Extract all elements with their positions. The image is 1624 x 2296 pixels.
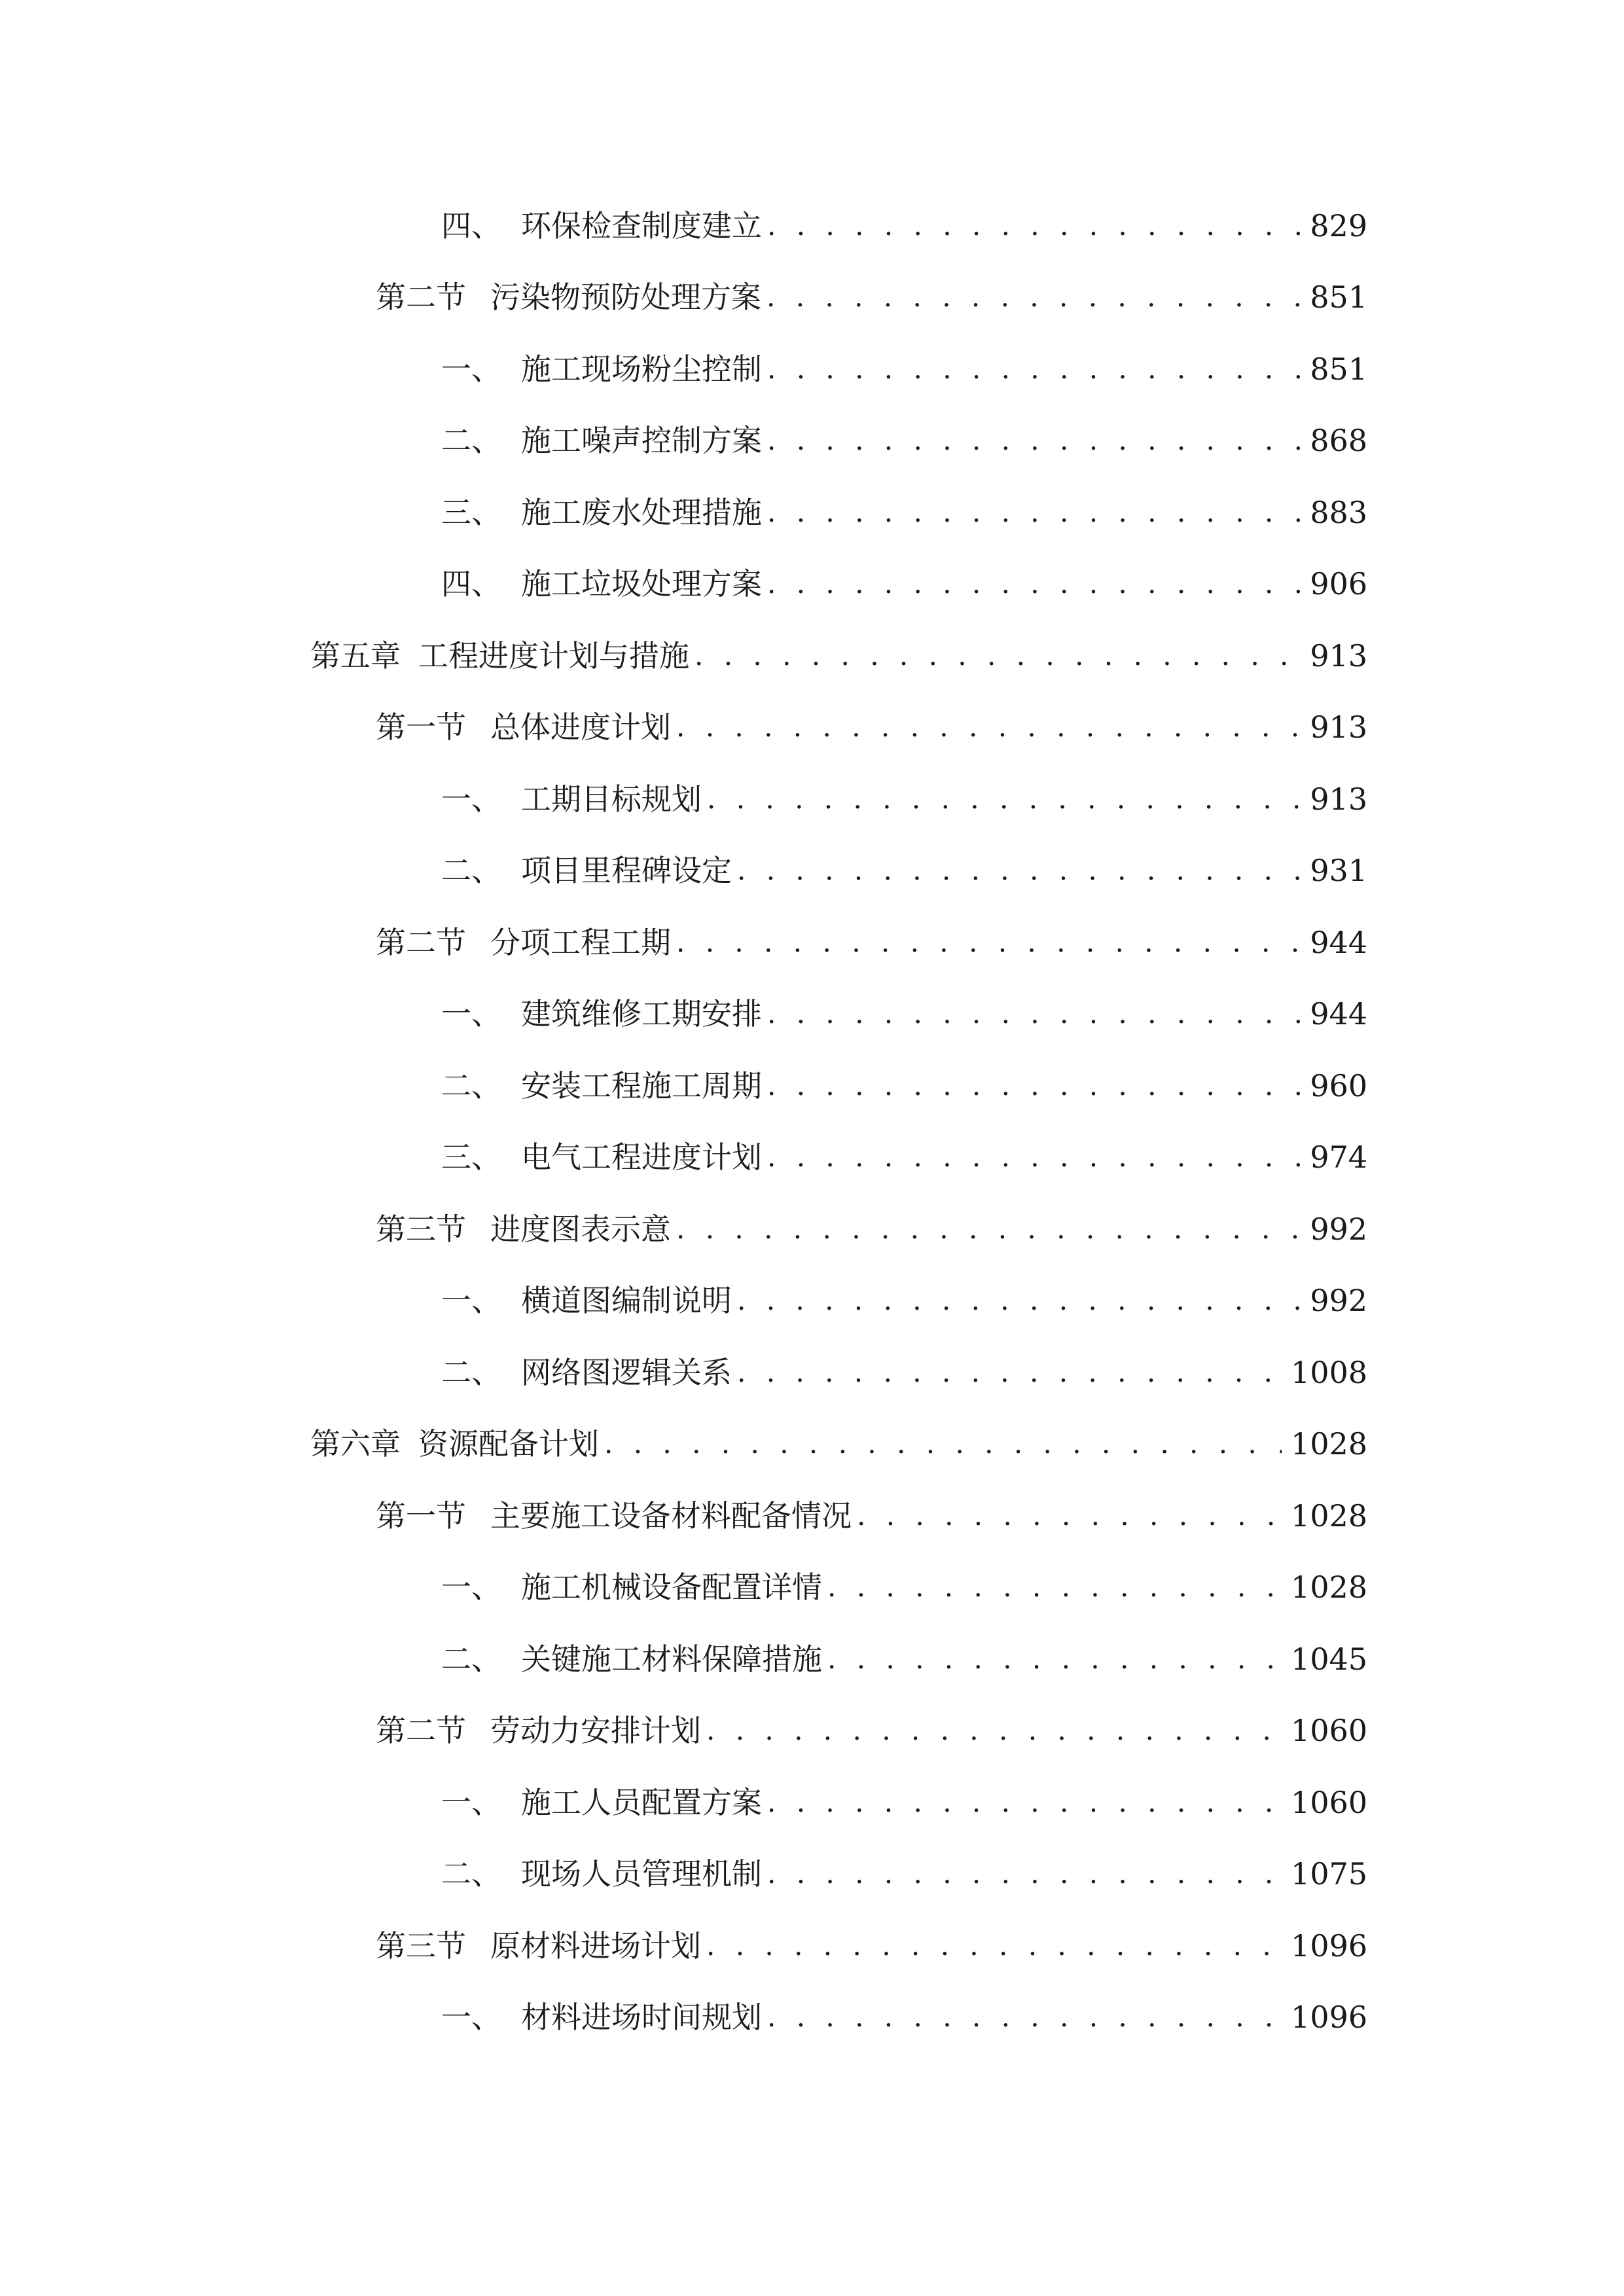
- toc-page-number: 1096: [1290, 2000, 1367, 2036]
- toc-entry[interactable]: [441, 190, 1367, 262]
- toc-dot-leader: [695, 636, 1301, 675]
- toc-entry[interactable]: [310, 1408, 1367, 1480]
- toc-entry-title: 施工人员配置方案: [521, 1784, 762, 1820]
- toc-entry-title: 进度图表示意: [490, 1211, 671, 1247]
- toc-page-number: 906: [1310, 566, 1367, 602]
- toc-dot-leader: [767, 493, 1301, 532]
- toc-entry-title: 原材料进场计划: [490, 1928, 701, 1964]
- toc-dot-leader: [767, 1854, 1282, 1893]
- toc-entry[interactable]: [441, 1623, 1367, 1695]
- toc-entry-label: [376, 1711, 701, 1750]
- toc-entry-number: 第二节: [376, 279, 466, 315]
- toc-entry-title: 资源配备计划: [418, 1426, 599, 1462]
- toc-entry[interactable]: [441, 1336, 1367, 1408]
- toc-entry-title: 分项工程工期: [490, 924, 671, 960]
- toc-page-number: 1028: [1290, 1498, 1367, 1534]
- toc-entry-number: 二、: [441, 1856, 501, 1892]
- toc-entry-number: 一、: [441, 351, 501, 387]
- toc-entry-label: [441, 1783, 762, 1822]
- toc-entry-number: 三、: [441, 494, 501, 530]
- toc-entry-label: [310, 1424, 599, 1463]
- toc-entry-title: 材料进场时间规划: [521, 2000, 762, 2036]
- toc-entry-title: 项目里程碑设定: [521, 853, 732, 889]
- toc-page-number: 1028: [1290, 1426, 1367, 1462]
- toc-entry-label: [376, 708, 671, 747]
- toc-entry-title: 建筑维修工期安排: [521, 996, 762, 1032]
- toc-dot-leader: [737, 851, 1301, 890]
- toc-page-number: 944: [1310, 996, 1367, 1032]
- toc-entry-number: 三、: [441, 1139, 501, 1175]
- toc-entry-label: [441, 1854, 762, 1893]
- toc-entry-title: 横道图编制说明: [521, 1283, 732, 1319]
- toc-dot-leader: [767, 1783, 1282, 1822]
- toc-entry-label: [310, 636, 689, 675]
- toc-entry-number: 第六章: [310, 1426, 401, 1462]
- toc-dot-leader: [767, 564, 1301, 603]
- toc-entry-title: 现场人员管理机制: [521, 1856, 762, 1892]
- toc-entry-number: 四、: [441, 566, 501, 602]
- toc-dot-leader: [767, 278, 1301, 317]
- toc-entry[interactable]: [441, 548, 1367, 620]
- toc-entry[interactable]: [376, 1193, 1367, 1265]
- toc-entry-number: 一、: [441, 2000, 501, 2036]
- toc-entry-label: [441, 1353, 732, 1392]
- toc-entry-title: 关键施工材料保障措施: [521, 1641, 822, 1677]
- toc-entry-title: 劳动力安排计划: [490, 1713, 701, 1749]
- toc-entry-number: 第三节: [376, 1928, 466, 1964]
- toc-entry-label: [441, 1066, 762, 1105]
- toc-entry-number: 第五章: [310, 637, 401, 673]
- toc-page-number: 913: [1310, 781, 1367, 817]
- toc-page-number: 1075: [1290, 1856, 1367, 1892]
- toc-entry-title: 主要施工设备材料配备情况: [490, 1498, 852, 1534]
- toc-entry-number: 二、: [441, 423, 501, 459]
- toc-dot-leader: [767, 1138, 1301, 1177]
- toc-entry[interactable]: [441, 1050, 1367, 1122]
- toc-page-number: 851: [1310, 351, 1367, 387]
- toc-page-number: 1096: [1290, 1928, 1367, 1964]
- toc-entry-label: [441, 421, 762, 460]
- toc-entry[interactable]: [441, 835, 1367, 907]
- toc-entry-title: 施工机械设备配置详情: [521, 1570, 822, 1605]
- toc-entry[interactable]: [441, 1552, 1367, 1624]
- toc-dot-leader: [676, 923, 1301, 962]
- toc-entry-number: 第一节: [376, 709, 466, 745]
- toc-entry-label: [376, 278, 761, 317]
- toc-dot-leader: [706, 1711, 1282, 1750]
- table-of-contents: [0, 190, 1624, 2053]
- toc-entry-number: 二、: [441, 1067, 501, 1103]
- toc-page-number: 944: [1310, 924, 1367, 960]
- toc-entry-number: 一、: [441, 1784, 501, 1820]
- toc-entry-title: 安装工程施工周期: [521, 1067, 762, 1103]
- toc-entry-number: 二、: [441, 1354, 501, 1390]
- toc-entry-label: [441, 493, 762, 532]
- toc-entry[interactable]: [441, 1122, 1367, 1194]
- toc-page-number: 992: [1310, 1211, 1367, 1247]
- toc-entry[interactable]: [376, 692, 1367, 764]
- toc-dot-leader: [767, 994, 1301, 1033]
- toc-page-number: 1045: [1290, 1641, 1367, 1677]
- toc-entry-title: 施工废水处理措施: [521, 494, 762, 530]
- toc-page-number: 1008: [1290, 1354, 1367, 1390]
- toc-entry[interactable]: [441, 1265, 1367, 1337]
- toc-dot-leader: [827, 1568, 1282, 1607]
- toc-entry[interactable]: [376, 1910, 1367, 1982]
- toc-entry-label: [441, 1568, 822, 1607]
- toc-entry[interactable]: [441, 1982, 1367, 2054]
- toc-dot-leader: [767, 1066, 1301, 1105]
- toc-entry[interactable]: [441, 1767, 1367, 1839]
- toc-entry-label: [441, 780, 702, 819]
- toc-entry[interactable]: [376, 1480, 1367, 1552]
- toc-entry[interactable]: [376, 906, 1367, 978]
- toc-entry-label: [376, 1210, 671, 1249]
- toc-entry-title: 污染物预防处理方案: [490, 279, 761, 315]
- toc-dot-leader: [857, 1496, 1282, 1535]
- toc-entry[interactable]: [310, 620, 1367, 692]
- toc-page-number: 851: [1310, 279, 1367, 315]
- toc-entry-label: [441, 564, 762, 603]
- toc-entry-label: [441, 206, 762, 245]
- toc-dot-leader: [767, 1998, 1282, 2037]
- toc-entry-label: [376, 923, 671, 962]
- toc-entry-title: 工程进度计划与措施: [418, 637, 689, 673]
- toc-dot-leader: [707, 780, 1301, 819]
- toc-entry[interactable]: [441, 405, 1367, 477]
- toc-page-number: 829: [1310, 207, 1367, 243]
- toc-entry-label: [441, 350, 762, 389]
- toc-dot-leader: [737, 1353, 1282, 1392]
- toc-page-number: 960: [1310, 1067, 1367, 1103]
- toc-entry-number: 四、: [441, 207, 501, 243]
- toc-entry-label: [441, 1640, 822, 1679]
- toc-entry-title: 总体进度计划: [490, 709, 671, 745]
- toc-entry[interactable]: [441, 476, 1367, 548]
- toc-entry-number: 二、: [441, 853, 501, 889]
- toc-page-number: 974: [1310, 1139, 1367, 1175]
- toc-entry-title: 网络图逻辑关系: [521, 1354, 732, 1390]
- toc-entry-number: 一、: [441, 781, 501, 817]
- toc-entry[interactable]: [376, 1695, 1367, 1767]
- toc-page-number: 992: [1310, 1283, 1367, 1319]
- toc-entry-number: 第二节: [376, 924, 466, 960]
- toc-entry-label: [441, 994, 762, 1033]
- toc-dot-leader: [676, 1210, 1301, 1249]
- toc-entry-title: 施工垃圾处理方案: [521, 566, 762, 602]
- toc-entry-number: 一、: [441, 1283, 501, 1319]
- toc-dot-leader: [604, 1424, 1282, 1463]
- toc-entry-label: [376, 1926, 701, 1965]
- toc-entry-label: [441, 1281, 732, 1320]
- toc-dot-leader: [827, 1640, 1282, 1679]
- toc-entry-title: 电气工程进度计划: [521, 1139, 762, 1175]
- toc-entry-label: [376, 1496, 852, 1535]
- toc-dot-leader: [767, 350, 1301, 389]
- toc-dot-leader: [767, 421, 1301, 460]
- toc-entry-number: 一、: [441, 1570, 501, 1605]
- toc-entry-number: 第一节: [376, 1498, 466, 1534]
- toc-page-number: 1060: [1290, 1713, 1367, 1749]
- toc-entry[interactable]: [441, 978, 1367, 1050]
- toc-page-number: 913: [1310, 637, 1367, 673]
- toc-dot-leader: [676, 708, 1301, 747]
- toc-dot-leader: [767, 206, 1301, 245]
- toc-page-number: 913: [1310, 709, 1367, 745]
- toc-entry-number: 二、: [441, 1641, 501, 1677]
- toc-entry-title: 工期目标规划: [521, 781, 702, 817]
- toc-page-number: 868: [1310, 423, 1367, 459]
- toc-entry-label: [441, 1138, 762, 1177]
- toc-entry-title: 施工噪声控制方案: [521, 423, 762, 459]
- toc-entry-label: [441, 1998, 762, 2037]
- toc-entry-title: 施工现场粉尘控制: [521, 351, 762, 387]
- toc-page-number: 1060: [1290, 1784, 1367, 1820]
- toc-entry[interactable]: [441, 1839, 1367, 1910]
- toc-dot-leader: [737, 1281, 1301, 1320]
- toc-dot-leader: [706, 1926, 1282, 1965]
- toc-entry-number: 第二节: [376, 1713, 466, 1749]
- toc-entry-title: 环保检查制度建立: [521, 207, 762, 243]
- toc-entry[interactable]: [441, 763, 1367, 835]
- toc-entry-number: 第三节: [376, 1211, 466, 1247]
- toc-entry-number: 一、: [441, 996, 501, 1032]
- toc-entry[interactable]: [441, 333, 1367, 405]
- toc-page-number: 1028: [1290, 1570, 1367, 1605]
- toc-page-number: 883: [1310, 494, 1367, 530]
- toc-page-number: 931: [1310, 853, 1367, 889]
- toc-entry[interactable]: [376, 262, 1367, 334]
- toc-entry-label: [441, 851, 732, 890]
